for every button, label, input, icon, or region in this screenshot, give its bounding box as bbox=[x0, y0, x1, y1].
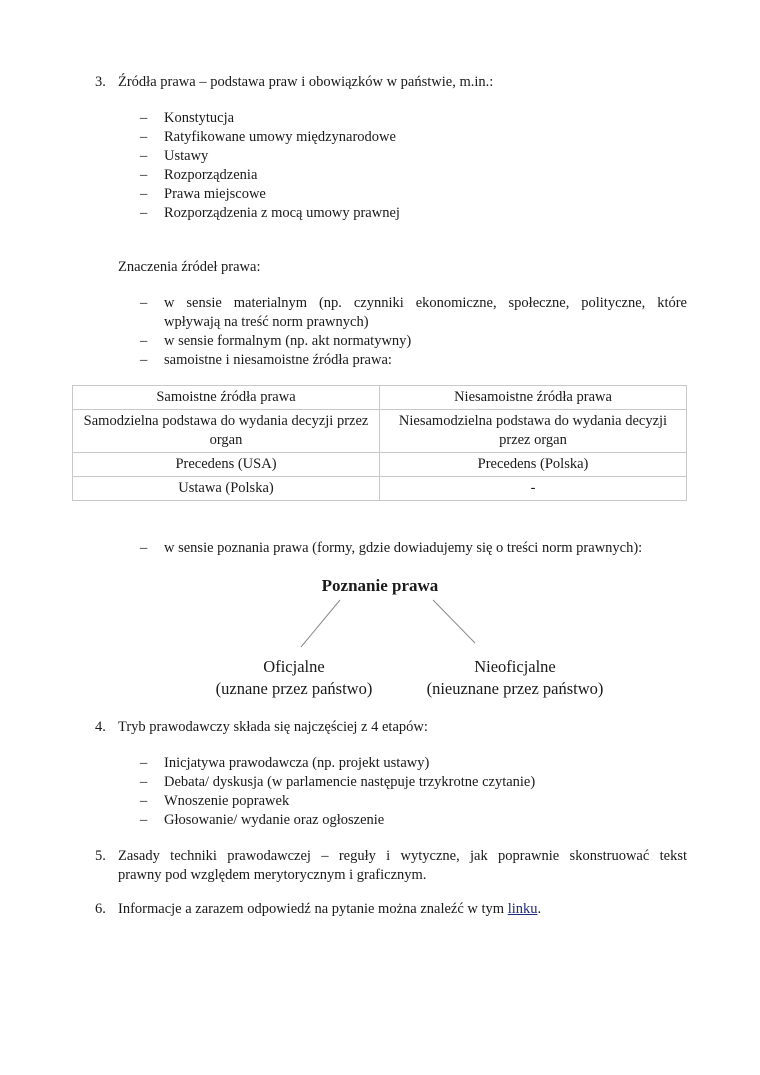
dash-bullet: – bbox=[140, 148, 148, 164]
section-5-text-cont: prawny pod względem merytorycznym i graficznym. bbox=[118, 867, 427, 883]
table-header-cell: Samoistne źródła prawa bbox=[73, 386, 380, 410]
dash-bullet: – bbox=[140, 812, 148, 828]
section-6-number: 6. bbox=[95, 901, 106, 917]
node-label: Oficjalne bbox=[263, 657, 325, 676]
list-item-text: w sensie formalnym (np. akt normatywny) bbox=[164, 333, 412, 349]
table-cell: Precedens (Polska) bbox=[380, 453, 687, 477]
dash-bullet: – bbox=[140, 333, 148, 349]
section-6-text bbox=[118, 900, 541, 919]
dash-bullet: – bbox=[140, 540, 148, 556]
dash-bullet: – bbox=[140, 205, 148, 221]
section-4-heading: Tryb prawodawczy składa się najczęściej z 4 etapów: bbox=[118, 719, 428, 735]
list-item-text: Głosowanie/ wydanie oraz ogłoszenie bbox=[164, 812, 385, 828]
dash-bullet: – bbox=[140, 110, 148, 126]
diagram-title: Poznanie prawa bbox=[321, 576, 439, 595]
dash-bullet: – bbox=[140, 186, 148, 202]
section-3-number: 3. bbox=[95, 74, 106, 90]
diagram-node-unofficial bbox=[390, 656, 640, 700]
list-item-text: Wnoszenie poprawek bbox=[164, 793, 290, 809]
list-item-text: samoistne i niesamoistne źródła prawa: bbox=[164, 352, 392, 368]
list-item-text: Rozporządzenia z mocą umowy prawnej bbox=[164, 205, 400, 221]
diagram-node-official bbox=[174, 656, 414, 700]
list-item-text: Ustawy bbox=[164, 148, 209, 164]
dash-bullet: – bbox=[140, 755, 148, 771]
list-item-text: Rozporządzenia bbox=[164, 167, 258, 183]
list-item-text: Ratyfikowane umowy międzynarodowe bbox=[164, 129, 396, 145]
dash-bullet: – bbox=[140, 167, 148, 183]
node-label: Nieoficjalne bbox=[474, 657, 556, 676]
section-4-number: 4. bbox=[95, 719, 106, 735]
list-item-text: Konstytucja bbox=[164, 110, 235, 126]
dash-bullet: – bbox=[140, 793, 148, 809]
meanings-heading: Znaczenia źródeł prawa: bbox=[118, 259, 261, 275]
table-cell: Precedens (USA) bbox=[73, 453, 380, 477]
list-item-text: Inicjatywa prawodawcza (np. projekt ustawy) bbox=[164, 755, 430, 771]
table-cell: Niesamodzielna podstawa do wydania decyzji przez organ bbox=[380, 410, 687, 453]
section-6-period: . bbox=[537, 901, 542, 917]
list-item-text: Debata/ dyskusja (w parlamencie następuje trzykrotne czytanie) bbox=[164, 774, 536, 790]
info-link[interactable]: linku bbox=[507, 901, 538, 917]
list-item-text-cont: wpływają na treść norm prawnych) bbox=[164, 314, 369, 330]
dash-bullet: – bbox=[140, 352, 148, 368]
list-item-text: w sensie materialnym (np. czynniki ekonomiczne, społeczne, polityczne, które bbox=[164, 295, 687, 311]
connector-right bbox=[433, 600, 475, 643]
section-5-text: Zasady techniki prawodawczej – reguły i wytyczne, jak poprawnie skonstruować tekst bbox=[118, 848, 687, 864]
table-cell: Samodzielna podstawa do wydania decyzji przez organ bbox=[73, 410, 380, 453]
node-sub: (uznane przez państwo) bbox=[215, 679, 373, 698]
dash-bullet: – bbox=[140, 295, 148, 311]
section-6-body: Informacje a zarazem odpowiedź na pytanie można znaleźć w tym bbox=[118, 901, 508, 917]
connector-left bbox=[301, 600, 340, 647]
list-item-text: w sensie poznania prawa (formy, gdzie dowiadujemy się o treści norm prawnych): bbox=[164, 540, 643, 556]
table-header-cell: Niesamoistne źródła prawa bbox=[380, 386, 687, 410]
table-cell: - bbox=[380, 477, 687, 501]
list-item-text: Prawa miejscowe bbox=[164, 186, 266, 202]
dash-bullet: – bbox=[140, 774, 148, 790]
section-3-heading: Źródła prawa – podstawa praw i obowiązków w państwie, m.in.: bbox=[118, 74, 494, 90]
table-cell: Ustawa (Polska) bbox=[73, 477, 380, 501]
section-5-number: 5. bbox=[95, 848, 106, 864]
node-sub: (nieuznane przez państwo) bbox=[426, 679, 604, 698]
dash-bullet: – bbox=[140, 129, 148, 145]
